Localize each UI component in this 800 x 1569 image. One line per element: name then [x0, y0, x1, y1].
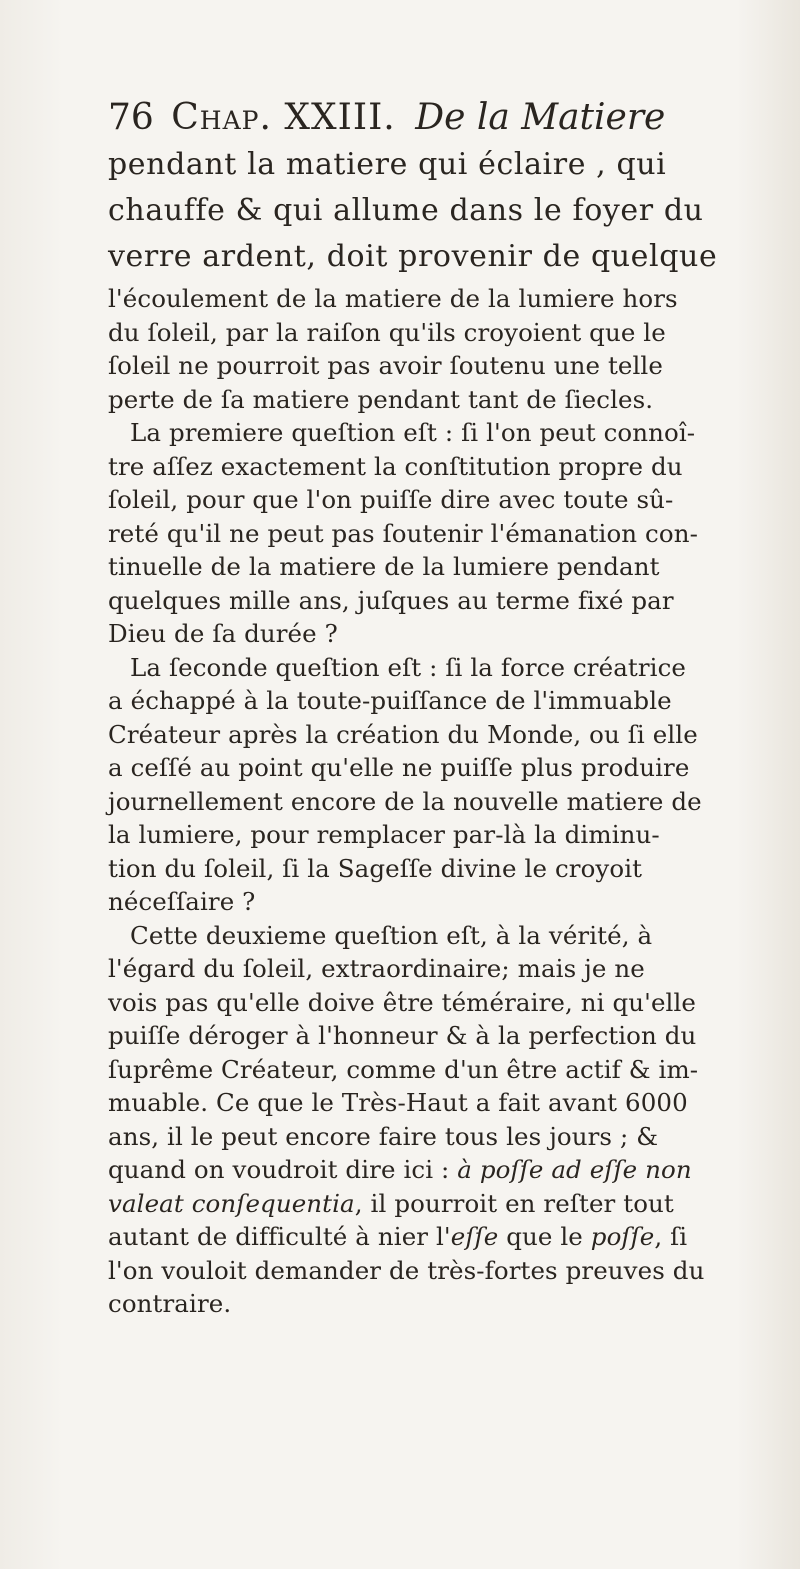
- text-line: muable. Ce que le Très-Haut a fait avant 6000: [108, 1088, 688, 1117]
- text-line: journellement encore de la nouvelle matiere de: [108, 786, 702, 816]
- body-text: [108, 282, 778, 1321]
- text-line: tion du ſoleil, ſi la Sageſſe divine le croyoit: [108, 853, 643, 883]
- latin-phrase: à poſſe ad eſſe non: [457, 1155, 692, 1184]
- text-line: [108, 1153, 778, 1187]
- text-line: La ſeconde queſtion eſt : ſi la force créatrice: [130, 652, 687, 682]
- text-line: ſoleil, pour que l'on puiſſe dire avec toute sû-: [108, 485, 674, 514]
- text-line: la lumiere, pour remplacer par-là la diminu-: [108, 820, 660, 849]
- text-line: l'écoulement de la matiere de la lumiere hors: [108, 284, 678, 313]
- text-line: pendant la matiere qui éclaire , qui: [108, 147, 667, 182]
- text-line: [108, 1187, 778, 1221]
- text-line: tinuelle de la matiere de la lumiere pendant: [108, 552, 660, 581]
- text-line: perte de ſa matiere pendant tant de ſiecles.: [108, 384, 654, 414]
- text-line: a échappé à la toute-puiſſance de l'immuable: [108, 686, 672, 715]
- text-line: a ceſſé au point qu'elle ne puiſſe plus produire: [108, 753, 690, 782]
- text-line: tre aſſez exactement la conſtitution propre du: [108, 451, 683, 481]
- text-segment: que le: [498, 1222, 591, 1251]
- text-segment: quand on voudroit dire ici :: [108, 1155, 450, 1184]
- page-number: 76: [108, 97, 154, 138]
- text-line: du ſoleil, par la raiſon qu'ils croyoient que le: [108, 317, 666, 347]
- text-line: quelques mille ans, juſques au terme fixé par: [108, 585, 674, 615]
- text-segment: autant de difficulté à nier l': [108, 1222, 451, 1251]
- text-line: néceſſaire ?: [108, 887, 256, 916]
- text-line: La premiere queſtion eſt : ſi l'on peut connoî-: [130, 418, 696, 447]
- text-segment: , ſi: [654, 1222, 688, 1251]
- text-line: l'égard du ſoleil, extraordinaire; mais je ne: [108, 954, 645, 983]
- running-header: [108, 96, 748, 140]
- text-line: Cette deuxieme queſtion eſt, à la vérité, à: [130, 920, 653, 950]
- text-segment: , il pourroit en reſter tout: [354, 1188, 674, 1218]
- chapter-title: De la Matiere: [415, 97, 666, 138]
- text-line: Dieu de ſa durée ?: [108, 619, 338, 648]
- text-line: Créateur après la création du Monde, ou ſi elle: [108, 719, 698, 749]
- text-line: verre ardent, doit provenir de quelque: [108, 239, 718, 274]
- text-line: vois pas qu'elle doive être téméraire, ni qu'elle: [108, 987, 697, 1017]
- chapter-label: Chap. XXIII.: [171, 97, 396, 138]
- large-type-paragraph: [108, 142, 778, 280]
- latin-phrase: valeat conſequentia: [108, 1188, 355, 1218]
- text-line: [108, 1220, 778, 1254]
- text-line: l'on vouloit demander de très-fortes preuves du: [108, 1255, 705, 1285]
- text-line: ſuprême Créateur, comme d'un être actif & im-: [108, 1054, 699, 1084]
- text-line: chauffe & qui allume dans le foyer du: [108, 193, 704, 228]
- text-line: reté qu'il ne peut pas ſoutenir l'émanation con-: [108, 518, 698, 548]
- text-line: ans, il le peut encore faire tous les jours ; &: [108, 1121, 659, 1151]
- latin-word: eſſe: [450, 1222, 499, 1251]
- text-line: ſoleil ne pourroit pas avoir ſoutenu une telle: [108, 351, 663, 380]
- text-line: contraire.: [108, 1289, 232, 1318]
- latin-word: poſſe: [590, 1222, 655, 1251]
- text-line: puiſſe déroger à l'honneur & à la perfection du: [108, 1021, 697, 1050]
